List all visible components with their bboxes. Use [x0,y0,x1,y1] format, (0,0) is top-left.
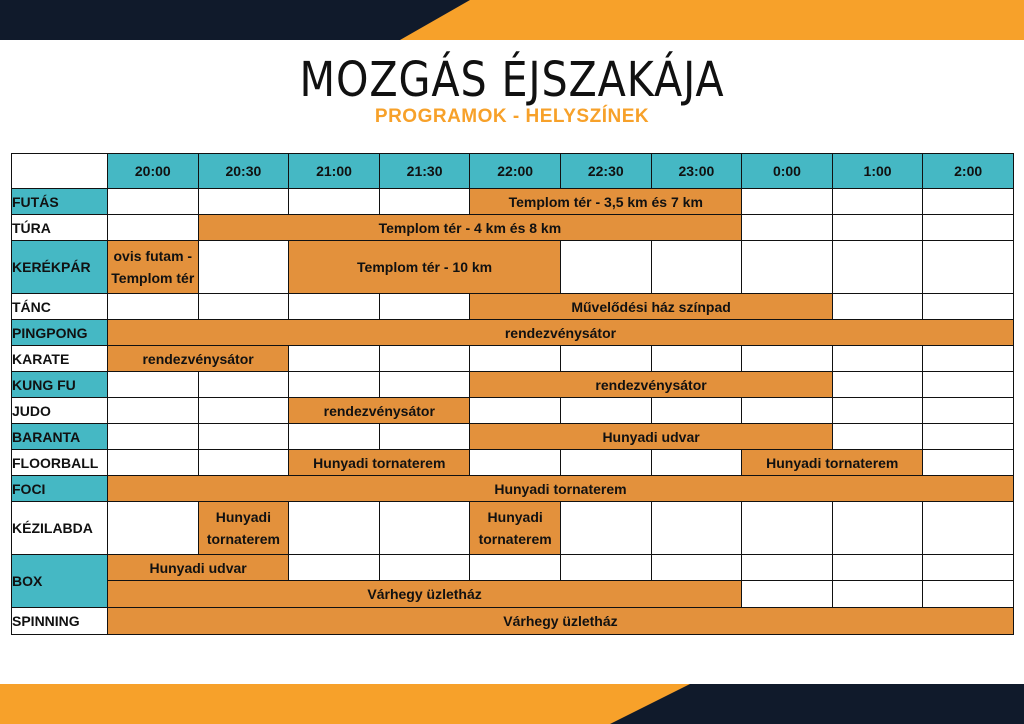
empty-cell [198,241,289,294]
table-row [12,476,1014,502]
sport-label-karate: KARATE [12,346,108,372]
empty-cell [198,424,289,450]
event-kerekpar-ovis: ovis futam - Templom tér [108,241,199,294]
event-tanc: Művelődési ház színpad [470,294,832,320]
empty-cell [923,189,1014,215]
event-kungfu: rendezvénysátor [470,372,832,398]
time-header: 21:00 [289,154,380,189]
event-box-1: Hunyadi udvar [108,555,289,581]
event-pingpong: rendezvénysátor [108,320,1014,346]
empty-cell [651,241,742,294]
event-floorball-2: Hunyadi tornaterem [742,450,923,476]
bottom-decor-band [0,684,1024,724]
event-kerekpar: Templom tér - 10 km [289,241,561,294]
sport-label-kungfu: KUNG FU [12,372,108,398]
sport-label-futas: FUTÁS [12,189,108,215]
empty-cell [923,424,1014,450]
event-kezilabda-1: Hunyadi tornaterem [198,502,289,555]
empty-cell [470,398,561,424]
empty-cell [198,398,289,424]
empty-cell [560,502,651,555]
empty-cell [923,294,1014,320]
sport-label-baranta: BARANTA [12,424,108,450]
empty-cell [832,294,923,320]
empty-cell [832,346,923,372]
empty-cell [108,189,199,215]
empty-cell [379,502,470,555]
time-header: 23:00 [651,154,742,189]
empty-cell [923,215,1014,241]
empty-cell [289,189,380,215]
empty-cell [832,502,923,555]
empty-cell [289,372,380,398]
empty-cell [923,581,1014,608]
empty-cell [108,450,199,476]
empty-cell [198,294,289,320]
sport-label-kerekpar: KERÉKPÁR [12,241,108,294]
time-header: 0:00 [742,154,833,189]
page-title: MOZGÁS ÉJSZAKÁJA [299,52,725,108]
event-floorball-1: Hunyadi tornaterem [289,450,470,476]
empty-cell [742,215,833,241]
empty-cell [742,555,833,581]
time-header: 22:30 [560,154,651,189]
table-row [12,450,1014,476]
sport-label-foci: FOCI [12,476,108,502]
empty-cell [923,372,1014,398]
empty-cell [108,424,199,450]
empty-cell [108,215,199,241]
empty-cell [651,346,742,372]
empty-cell [379,424,470,450]
empty-cell [832,555,923,581]
empty-cell [289,502,380,555]
empty-cell [470,346,561,372]
table-row [12,608,1014,635]
schedule-table [11,153,1014,635]
empty-cell [742,189,833,215]
empty-cell [379,372,470,398]
empty-cell [379,189,470,215]
empty-cell [742,581,833,608]
empty-cell [289,294,380,320]
empty-cell [108,398,199,424]
empty-cell [923,450,1014,476]
empty-cell [289,424,380,450]
empty-cell [198,189,289,215]
empty-cell [832,189,923,215]
time-header: 20:30 [198,154,289,189]
sport-label-pingpong: PINGPONG [12,320,108,346]
bottom-dark-stripe [0,684,1024,724]
empty-cell [560,241,651,294]
empty-cell [923,555,1014,581]
time-header: 1:00 [832,154,923,189]
empty-cell [379,294,470,320]
empty-cell [470,450,561,476]
table-row [12,555,1014,581]
sport-label-spinning: SPINNING [12,608,108,635]
table-row [12,346,1014,372]
table-row [12,502,1014,555]
empty-cell [832,215,923,241]
empty-cell [832,424,923,450]
empty-cell [651,398,742,424]
sport-label-kezilabda: KÉZILABDA [12,502,108,555]
page-subtitle: PROGRAMOK - HELYSZÍNEK [374,106,650,127]
empty-cell [108,294,199,320]
empty-cell [108,372,199,398]
empty-cell [742,398,833,424]
time-header: 22:00 [470,154,561,189]
top-decor-band [0,0,1024,40]
empty-cell [832,372,923,398]
sport-label-tanc: TÁNC [12,294,108,320]
empty-cell [289,346,380,372]
empty-cell [742,502,833,555]
event-box-2: Várhegy üzletház [108,581,742,608]
table-row [12,398,1014,424]
event-tura: Templom tér - 4 km és 8 km [198,215,742,241]
empty-cell [651,555,742,581]
table-row [12,189,1014,215]
sport-label-judo: JUDO [12,398,108,424]
empty-cell [923,398,1014,424]
table-row [12,424,1014,450]
top-dark-stripe [0,0,1024,40]
event-baranta: Hunyadi udvar [470,424,832,450]
empty-cell [832,398,923,424]
event-judo: rendezvénysátor [289,398,470,424]
empty-cell [560,555,651,581]
empty-cell [923,241,1014,294]
empty-cell [560,398,651,424]
empty-cell [742,241,833,294]
event-foci: Hunyadi tornaterem [108,476,1014,502]
event-spinning: Várhegy üzletház [108,608,1014,635]
empty-cell [742,346,833,372]
sport-label-floorball: FLOORBALL [12,450,108,476]
time-header: 21:30 [379,154,470,189]
table-row [12,241,1014,294]
table-row [12,215,1014,241]
table-row [12,581,1014,608]
corner-cell [12,154,108,189]
empty-cell [832,241,923,294]
empty-cell [198,450,289,476]
sport-label-box: BOX [12,555,108,608]
table-row [12,294,1014,320]
empty-cell [198,372,289,398]
sport-label-tura: TÚRA [12,215,108,241]
time-header: 20:00 [108,154,199,189]
event-futas: Templom tér - 3,5 km és 7 km [470,189,742,215]
empty-cell [289,555,380,581]
empty-cell [470,555,561,581]
event-kezilabda-2: Hunyadi tornaterem [470,502,561,555]
time-header-row [12,154,1014,189]
empty-cell [560,346,651,372]
table-row [12,320,1014,346]
table-row [12,372,1014,398]
empty-cell [379,555,470,581]
time-header: 2:00 [923,154,1014,189]
empty-cell [923,502,1014,555]
empty-cell [108,502,199,555]
empty-cell [923,346,1014,372]
empty-cell [651,502,742,555]
event-karate: rendezvénysátor [108,346,289,372]
empty-cell [560,450,651,476]
empty-cell [379,346,470,372]
empty-cell [651,450,742,476]
empty-cell [832,581,923,608]
